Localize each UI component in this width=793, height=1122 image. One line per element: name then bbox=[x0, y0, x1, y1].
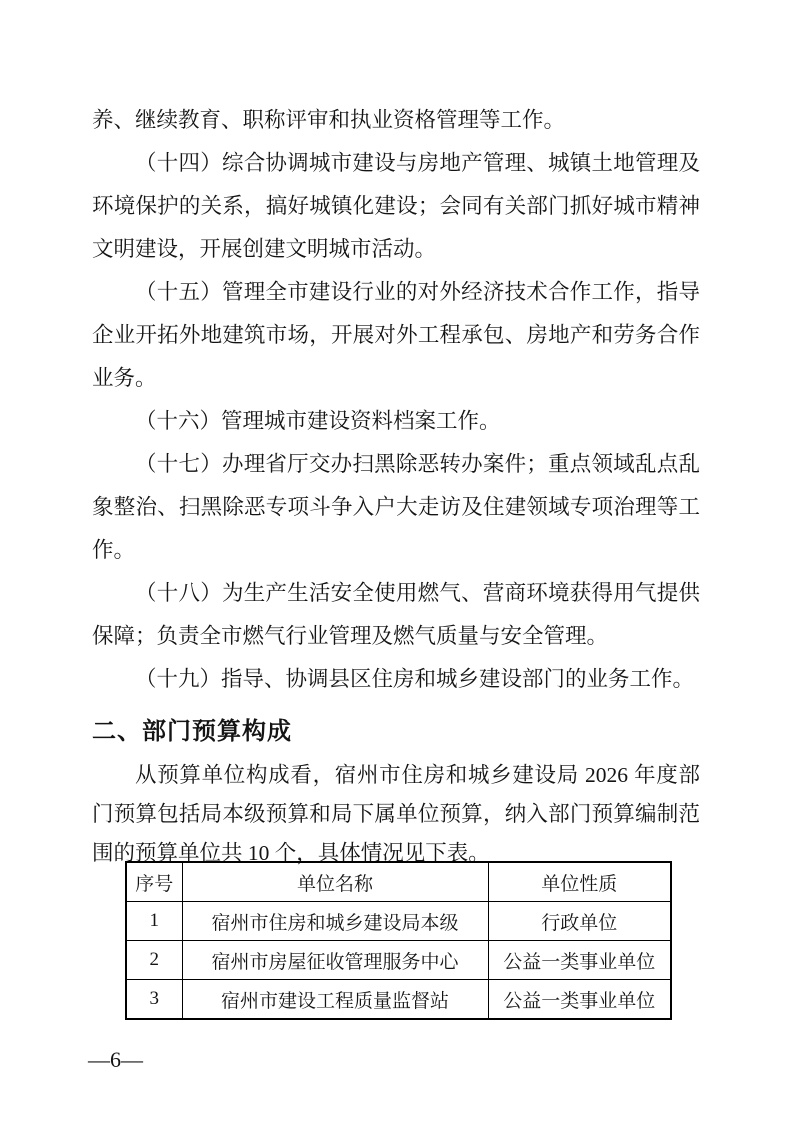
cell-name: 宿州市房屋征收管理服务中心 bbox=[182, 941, 488, 980]
body-line: （十九）指导、协调县区住房和城乡建设部门的业务工作。 bbox=[135, 667, 695, 691]
section-heading: 二、部门预算构成 bbox=[92, 717, 292, 745]
intro-line: 从预算单位构成看，宿州市住房和城乡建设局 2026 年度部 bbox=[135, 763, 700, 787]
body-text bbox=[92, 99, 700, 701]
cell-index: 1 bbox=[126, 902, 182, 941]
body-line: （十七）办理省厅交办扫黑除恶转办案件；重点领域乱点乱 bbox=[135, 452, 700, 476]
body-line: 象整治、扫黑除恶专项斗争入户大走访及住建领域专项治理等工 bbox=[92, 495, 700, 519]
intro-line: 围的预算单位共 10 个，具体情况见下表。 bbox=[92, 841, 490, 865]
budget-units-table bbox=[125, 861, 672, 1020]
body-line: 保障；负责全市燃气行业管理及燃气质量与安全管理。 bbox=[92, 624, 609, 648]
body-line: 企业开拓外地建筑市场，开展对外工程承包、房地产和劳务合作 bbox=[92, 323, 700, 347]
column-header-name: 单位名称 bbox=[182, 862, 488, 902]
body-line: 养、继续教育、职称评审和执业资格管理等工作。 bbox=[92, 108, 566, 132]
body-line: 作。 bbox=[92, 538, 136, 562]
table-row bbox=[126, 980, 671, 1020]
cell-nature: 公益一类事业单位 bbox=[488, 980, 671, 1020]
table-header-row bbox=[126, 862, 671, 902]
body-line: （十五）管理全市建设行业的对外经济技术合作工作，指导 bbox=[135, 280, 700, 304]
body-line: （十八）为生产生活安全使用燃气、营商环境获得用气提供 bbox=[135, 581, 700, 605]
cell-name: 宿州市住房和城乡建设局本级 bbox=[182, 902, 488, 941]
column-header-nature: 单位性质 bbox=[488, 862, 671, 902]
table-row bbox=[126, 902, 671, 941]
body-line: 文明建设，开展创建文明城市活动。 bbox=[92, 237, 437, 261]
table-row bbox=[126, 941, 671, 980]
column-header-index: 序号 bbox=[126, 862, 182, 902]
page-number: —6— bbox=[88, 1047, 143, 1072]
cell-index: 2 bbox=[126, 941, 182, 980]
body-line: 业务。 bbox=[92, 366, 157, 390]
intro-line: 门预算包括局本级预算和局下属单位预算，纳入部门预算编制范 bbox=[92, 802, 700, 826]
body-line: 环境保护的关系，搞好城镇化建设；会同有关部门抓好城市精神 bbox=[92, 194, 700, 218]
cell-index: 3 bbox=[126, 980, 182, 1020]
cell-nature: 公益一类事业单位 bbox=[488, 941, 671, 980]
body-line: （十六）管理城市建设资料档案工作。 bbox=[135, 409, 501, 433]
body-line: （十四）综合协调城市建设与房地产管理、城镇土地管理及 bbox=[135, 151, 700, 175]
intro-paragraph bbox=[92, 756, 700, 873]
cell-name: 宿州市建设工程质量监督站 bbox=[182, 980, 488, 1020]
cell-nature: 行政单位 bbox=[488, 902, 671, 941]
